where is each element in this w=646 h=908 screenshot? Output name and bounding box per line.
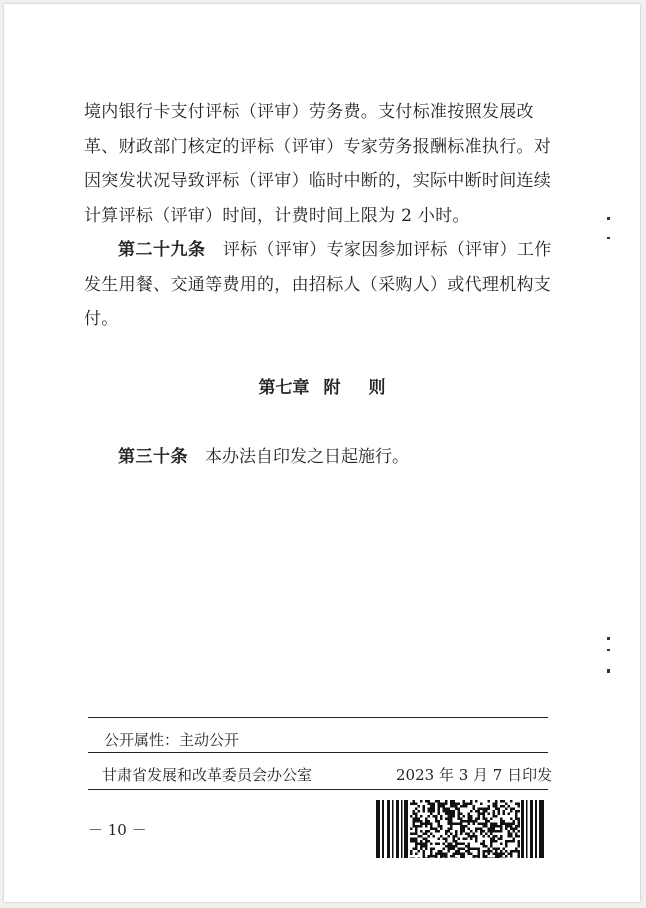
chapter-title-part1: 附 <box>323 378 341 398</box>
paragraph-continuation: 境内银行卡支付评标（评审）劳务费。支付标准按照发展改革、财政部门核定的评标（评审）专家劳务报酬标准执行。对因突发状况导致评标（评审）临时中断的，实际中断时间连续计算评标（评审）时间，计费时间上限为 2 小时。 <box>84 102 552 226</box>
issuing-office: 甘肃省发展和改革委员会办公室 <box>102 766 313 784</box>
scan-mark <box>607 217 610 220</box>
chapter-heading <box>4 373 640 398</box>
document-page <box>4 4 640 902</box>
article-29-title: 第二十九条 <box>118 240 206 260</box>
article-30 <box>118 440 409 474</box>
scan-mark <box>607 237 610 239</box>
issue-date: 2023 年 3 月 7 日印发 <box>396 766 553 784</box>
footer-bottom-rule <box>88 789 548 790</box>
page-number: － 10 － <box>88 821 147 839</box>
article-30-title: 第三十条 <box>118 447 188 467</box>
chapter-title-part2: 则 <box>368 378 386 398</box>
footer-top-rule <box>88 717 548 718</box>
article-29 <box>84 233 554 337</box>
scan-mark <box>607 669 610 673</box>
article-29-text: 评标（评审）专家因参加评标（评审）工作发生用餐、交通等费用的，由招标人（采购人）或代理机构支付。 <box>84 240 552 329</box>
chapter-number: 第七章 <box>258 378 310 398</box>
document-barcode <box>376 800 544 858</box>
disclosure-attribute: 公开属性：主动公开 <box>104 731 240 749</box>
scan-mark <box>607 649 610 651</box>
footer-middle-rule <box>88 752 548 753</box>
article-30-text: 本办法自印发之日起施行。 <box>205 447 409 467</box>
scan-mark <box>607 637 610 640</box>
